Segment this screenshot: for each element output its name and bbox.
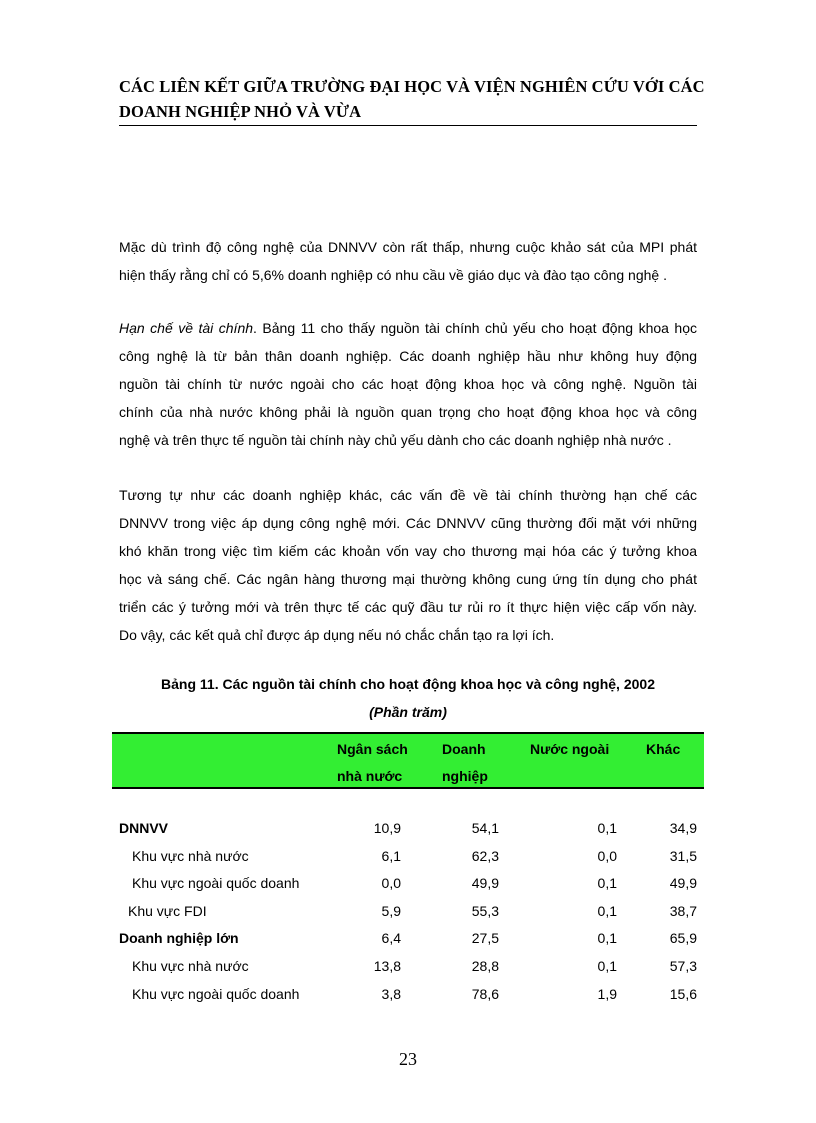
paragraph-3-line: triển các ý tưởng mới và trên thực tế các quỹ đầu tư rủi ro ít thực hiện việc cấp vốn này. <box>119 599 697 615</box>
cell-enterprise: 49,9 <box>471 875 499 892</box>
table-row <box>119 815 697 843</box>
cell-state-budget: 10,9 <box>373 820 401 836</box>
paragraph-3 <box>119 481 697 649</box>
cell-foreign: 1,9 <box>597 985 617 1002</box>
row-label: Doanh nghiệp lớn <box>119 930 239 947</box>
cell-enterprise: 78,6 <box>471 985 499 1002</box>
paragraph-2-line: chính của nhà nước không phải là nguồn quan trọng cho hoạt động khoa học và công <box>119 404 697 420</box>
cell-enterprise: 54,1 <box>471 820 499 836</box>
paragraph-1-line: hiện thấy rằng chỉ có 5,6% doanh nghiệp có nhu cầu về giáo dục và đào tạo công nghệ . <box>119 267 667 283</box>
paragraph-2-line: nghệ và trên thực tế nguồn tài chính này chủ yếu dành cho các doanh nghiệp nhà nước . <box>119 432 672 448</box>
cell-enterprise: 55,3 <box>471 902 499 919</box>
cell-state-budget: 0,0 <box>381 875 401 892</box>
table-body <box>119 815 697 1008</box>
paragraph-3-line: Tương tự như các doanh nghiệp khác, các vấn đề về tài chính thường hạn chế các <box>119 487 697 503</box>
cell-enterprise: 28,8 <box>471 957 499 974</box>
cell-other: 65,9 <box>669 930 697 947</box>
column-header-line: Ngân sách <box>337 741 408 757</box>
paragraph-2-line <box>119 314 697 342</box>
table-header <box>112 732 704 789</box>
paragraph-3-line: khó khăn trong việc tìm kiếm các khoản vốn vay cho thương mại hóa các ý tưởng khoa <box>119 543 697 559</box>
column-header-line: nghiệp <box>442 768 488 784</box>
column-header-foreign <box>530 736 630 763</box>
table-row <box>119 870 697 898</box>
cell-other: 57,3 <box>669 957 697 974</box>
row-label: Khu vực nhà nước <box>132 957 249 974</box>
cell-foreign: 0,1 <box>597 957 617 974</box>
paragraph-3-line: Do vậy, các kết quả chỉ được áp dụng nếu nó chắc chắn tạo ra lợi ích. <box>119 627 555 643</box>
row-label: Khu vực ngoài quốc doanh <box>132 985 300 1002</box>
header-line-1: CÁC LIÊN KẾT GIỮA TRƯỜNG ĐẠI HỌC VÀ VIỆN NGHIÊN CỨU VỚI CÁC <box>119 77 705 96</box>
header-line-2: DOANH NGHIỆP NHỎ VÀ VỪA <box>119 102 362 121</box>
table-row <box>119 898 697 926</box>
table-row <box>119 953 697 981</box>
column-header-line: Nước ngoài <box>530 741 610 757</box>
table-row <box>119 843 697 871</box>
column-header-other <box>646 736 696 763</box>
cell-state-budget: 13,8 <box>373 957 401 974</box>
column-header-state-budget <box>337 736 417 790</box>
column-header-line: Doanh <box>442 741 486 757</box>
cell-enterprise: 62,3 <box>471 847 499 864</box>
column-header-line: nhà nước <box>337 768 403 784</box>
cell-enterprise: 27,5 <box>471 930 499 947</box>
row-label: Khu vực FDI <box>128 902 207 919</box>
cell-foreign: 0,1 <box>597 902 617 919</box>
cell-state-budget: 6,4 <box>381 930 401 947</box>
cell-other: 15,6 <box>669 985 697 1002</box>
cell-other: 49,9 <box>669 875 697 892</box>
column-header-enterprise <box>442 736 502 790</box>
row-label: Khu vực nhà nước <box>132 847 249 864</box>
running-header <box>119 74 705 126</box>
cell-state-budget: 3,8 <box>381 985 401 1002</box>
paragraph-3-line: DNNVV trong việc áp dụng công nghệ mới. Các DNNVV cũng thường đối mặt với những <box>119 515 697 531</box>
cell-state-budget: 6,1 <box>381 847 401 864</box>
cell-foreign: 0,1 <box>597 820 617 836</box>
cell-other: 31,5 <box>669 847 697 864</box>
row-label: DNNVV <box>119 820 169 836</box>
finance-limitation-lead: Hạn chế về tài chính <box>119 320 254 336</box>
paragraph-1 <box>119 233 697 289</box>
paragraph-2-line-1-rest: . Bảng 11 cho thấy nguồn tài chính chủ yếu cho hoạt động khoa học <box>253 320 697 336</box>
cell-other: 38,7 <box>669 902 697 919</box>
paragraph-2-line: nguồn tài chính từ nước ngoài cho các hoạt động khoa học và công nghệ. Nguồn tài <box>119 376 697 392</box>
cell-other: 34,9 <box>669 820 697 836</box>
paragraph-2-line: công nghệ là từ bản thân doanh nghiệp. Các doanh nghiệp hầu như không huy động <box>119 348 697 364</box>
cell-foreign: 0,1 <box>597 875 617 892</box>
table-row <box>119 925 697 953</box>
paragraph-3-line: học và sáng chế. Các ngân hàng thương mại thường không cung ứng tín dụng cho phát <box>119 571 697 587</box>
table-subtitle: (Phần trăm) <box>369 704 447 720</box>
table-title: Bảng 11. Các nguồn tài chính cho hoạt động khoa học và công nghệ, 2002 <box>161 676 655 692</box>
table-row <box>119 981 697 1009</box>
cell-foreign: 0,0 <box>597 847 617 864</box>
page-number: 23 <box>399 1049 417 1069</box>
paragraph-2 <box>119 314 697 454</box>
row-label: Khu vực ngoài quốc doanh <box>132 875 300 892</box>
cell-state-budget: 5,9 <box>381 902 401 919</box>
cell-foreign: 0,1 <box>597 930 617 947</box>
column-header-line: Khác <box>646 741 681 757</box>
paragraph-1-line: Mặc dù trình độ công nghệ của DNNVV còn rất thấp, nhưng cuộc khảo sát của MPI phát <box>119 239 697 255</box>
